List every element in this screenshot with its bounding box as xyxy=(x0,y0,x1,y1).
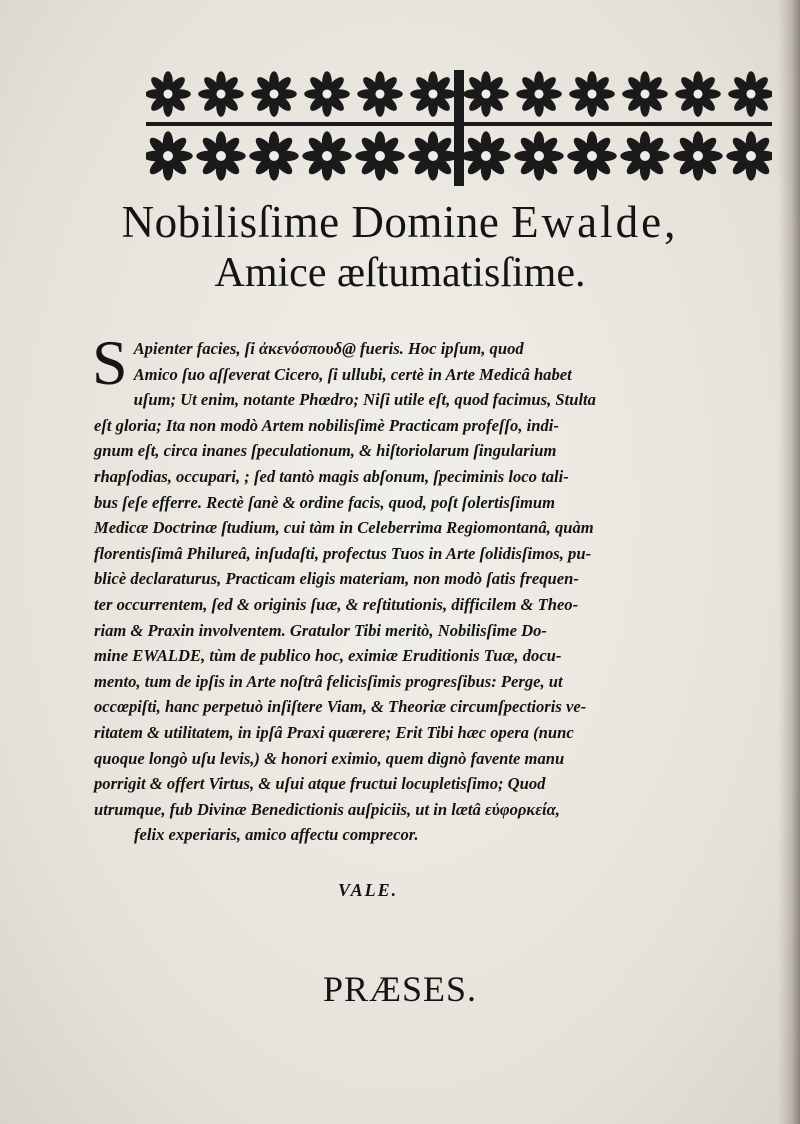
salutation-name: Nobilisſime Domine xyxy=(121,197,512,247)
signature-praeses: PRÆSES. xyxy=(322,969,478,1009)
letter-line: ritatem & utilitatem, in ipſâ Praxi quærere; Erit Tibi hæc opera (nunc xyxy=(94,722,574,742)
letter-line: porrigit & offert Virtus, & uſui atque fructui locupletisſimo; Quod xyxy=(94,774,546,794)
letter-line: Medicæ Doctrinæ ſtudium, cui tàm in Celeberrima Regiomontanâ, quàm xyxy=(94,518,594,538)
letter-line: uſum; Ut enim, notante Phœdro; Niſi utile eſt, quod facimus, Stulta xyxy=(133,390,596,410)
letter-line: Apienter facies, ſi ἀκενόσπουδ@ fueris. Hoc ipſum, quod xyxy=(133,339,524,358)
letter-line: florentisſimâ Philureâ, inſudaſti, profectus Tuos in Arte ſolidisſimos, pu- xyxy=(94,543,592,563)
salutation-surname: Ewalde, xyxy=(511,197,679,247)
salutation-line-1 xyxy=(0,196,800,248)
floral-headpiece-ornament-icon xyxy=(146,66,772,190)
letter-lines xyxy=(92,327,772,848)
salutation-line-2: Amice æſtumatisſime. xyxy=(214,250,586,296)
letter-body xyxy=(92,327,772,848)
letter-line: ter occurrentem, ſed & originis ſuæ, & reſtitutionis, difficilem & Theo- xyxy=(94,594,579,614)
letter-line: occœpiſti, hanc perpetuò inſiſtere Viam, & Theoriæ circumſpectioris ve- xyxy=(94,697,587,717)
closing-vale: VALE. xyxy=(338,880,399,900)
letter-line: mento, tum de ipſis in Arte noſtrâ felicisſimis progresſibus: Perge, ut xyxy=(94,671,563,691)
letter-line: rhapſodias, occupari, ; ſed tantò magis abſonum, ſpeciminis loco tali- xyxy=(94,466,569,486)
letter-line: bus ſeſe efferre. Rectè ſanè & ordine facis, quod, poſt ſolertisſimum xyxy=(94,492,556,512)
page-edge-shadow xyxy=(778,0,800,1124)
letter-line: blicè declaraturus, Practicam eligis materiam, non modò ſatis frequen- xyxy=(94,569,579,589)
letter-line: eſt gloria; Ita non modò Artem nobilisſimè Practicam profeſſo, indi- xyxy=(94,415,559,435)
letter-line: felix experiaris, amico affectu comprecor. xyxy=(134,825,419,845)
letter-line: riam & Praxin involventem. Gratulor Tibi meritò, Nobilisſime Do- xyxy=(94,620,547,640)
letter-line: gnum eſt, circa inanes ſpeculationum, & hiſtoriolarum ſingularium xyxy=(94,441,557,461)
letter-line: mine EWALDE, tùm de publico hoc, eximiæ Eruditionis Tuæ, docu- xyxy=(94,646,562,666)
letter-line: utrumque, fub Divinæ Benedictionis auſpiciis, ut in lætâ εὐφορκεία, xyxy=(94,799,560,819)
letter-line: Amico ſuo aſſeverat Cicero, ſi ullubi, certè in Arte Medicâ habet xyxy=(133,364,572,384)
letter-line: quoque longò uſu levis,) & honori eximio, quem dignò favente manu xyxy=(94,748,565,768)
drop-cap: S xyxy=(92,327,128,398)
